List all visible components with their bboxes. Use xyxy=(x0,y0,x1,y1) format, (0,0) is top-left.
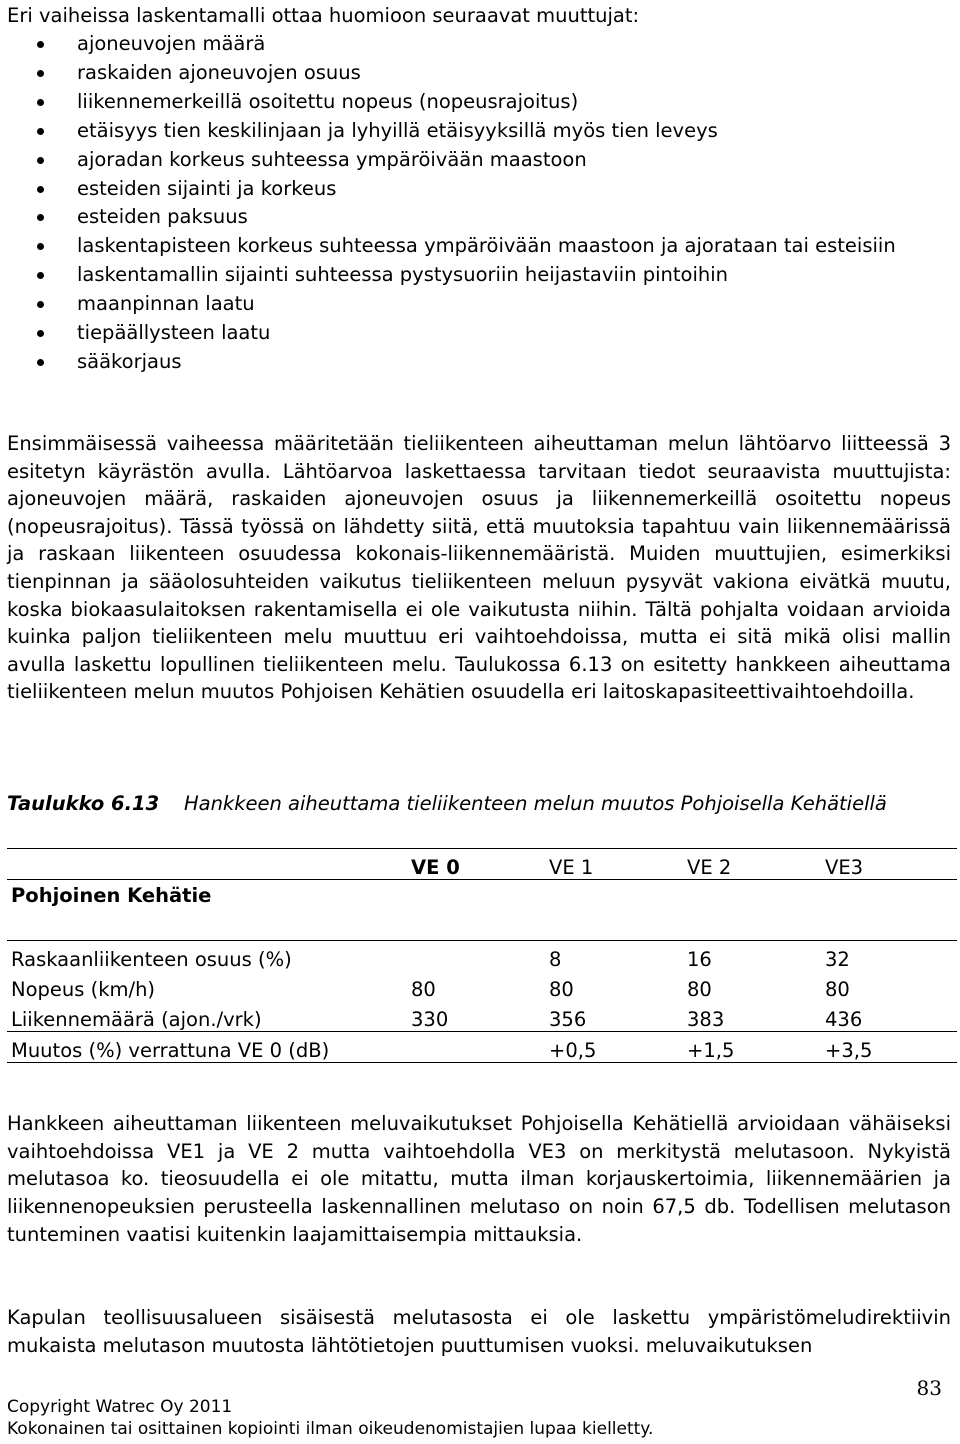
table-cell: 80 xyxy=(549,978,574,1001)
table-header-cell: VE 2 xyxy=(683,849,821,880)
intro-text: Eri vaiheissa laskentamalli ottaa huomioon seuraavat muuttujat: xyxy=(7,4,640,27)
body-paragraph: Kapulan teollisuusalueen sisäisestä melutasosta ei ole laskettu ympäristömeludirektiivin mukaista melutason muutosta lähtötietojen puuttumisen vuoksi. meluvaikutuksen xyxy=(7,1306,951,1357)
footer-copyright: Copyright Watrec Oy 2011 xyxy=(7,1397,233,1417)
table-header-cell: VE 0 xyxy=(407,849,545,880)
list-item: liikennemerkeillä osoitettu nopeus (nopeusrajoitus) xyxy=(7,88,951,117)
table-cell: Muutos (%) verrattuna VE 0 (dB) xyxy=(7,1032,407,1063)
table-header-cell: VE 1 xyxy=(545,849,683,880)
list-item: laskentamallin sijainti suhteessa pystysuoriin heijastaviin pintoihin xyxy=(7,261,951,290)
table-header-cell xyxy=(7,849,407,880)
table-header-row xyxy=(7,849,957,880)
table-caption-label: Taulukko 6.13 xyxy=(7,792,160,815)
table-caption xyxy=(7,790,951,818)
table-summary-row xyxy=(7,1032,957,1063)
table-caption-text: Hankkeen aiheuttama tieliikenteen melun muutos Pohjoisella Kehätiellä xyxy=(183,792,887,815)
table-cell xyxy=(407,1032,545,1063)
table-cell: 436 xyxy=(825,1008,863,1031)
table-cell: 16 xyxy=(683,941,821,972)
table-cell xyxy=(407,941,545,972)
body-paragraph: Ensimmäisessä vaiheessa määritetään tieliikenteen aiheuttaman melun lähtöarvo liitteessä 3 esitetyn käyrästön avulla. Lähtöarvoa laskettaessa tarvitaan tiedot seuraavista muuttujista: ajoneuvojen määrä, raskaiden ajoneuvojen osuus ja liikennemerkeillä osoitettu nopeus (nopeusrajoitus). Tässä työssä on lähdetty siitä, että muutoksia tapahtuu vain liikennemäärissä ja raskaan liikenteen osuudessa kokonais-liikennemääristä. Muiden muuttujien, esimerkiksi tienpinnan ja sääolosuhteiden vaikutus tieliikenteen meluun pysyvät vakiona eivätkä muutu, koska biokaasulaitoksen rakentamisella ei ole vaikutusta niihin. Tältä pohjalta voidaan arvioida kuinka paljon tieliikenteen melu muuttuu eri vaihtoehdoissa, mutta ei sitä mikä olisi mallin avulla laskettu lopullinen tieliikenteen melu. Taulukossa 6.13 on esitetty hankkeen aiheuttama tieliikenteen melun muutos Pohjoisen Kehätien osuudella eri laitoskapasiteettivaihtoehdoilla. xyxy=(7,432,951,704)
table-cell: +1,5 xyxy=(683,1032,821,1063)
list-item: tiepäällysteen laatu xyxy=(7,319,951,348)
table-cell: 330 xyxy=(411,1008,449,1031)
list-item: laskentapisteen korkeus suhteessa ympäröivään maastoon ja ajorataan tai esteisiin xyxy=(7,232,951,261)
table-cell: 383 xyxy=(687,1008,725,1031)
table-row xyxy=(7,1001,957,1032)
page-number: 83 xyxy=(916,1376,942,1400)
table-header-cell: VE3 xyxy=(821,849,957,880)
table-cell: Liikennemäärä (ajon./vrk) xyxy=(11,1008,262,1031)
table-cell: +3,5 xyxy=(821,1032,957,1063)
variable-list xyxy=(7,30,951,377)
list-item: sääkorjaus xyxy=(7,348,951,377)
list-item: raskaiden ajoneuvojen osuus xyxy=(7,59,951,88)
table-cell: +0,5 xyxy=(545,1032,683,1063)
table-cell: Nopeus (km/h) xyxy=(11,978,156,1001)
list-item: maanpinnan laatu xyxy=(7,290,951,319)
table-cell: 80 xyxy=(825,978,850,1001)
list-item: ajoneuvojen määrä xyxy=(7,30,951,59)
table-group-label: Pohjoinen Kehätie xyxy=(7,880,407,941)
list-item: esteiden paksuus xyxy=(7,203,951,232)
list-item: ajoradan korkeus suhteessa ympäröivään maastoon xyxy=(7,146,951,175)
list-item: esteiden sijainti ja korkeus xyxy=(7,175,951,204)
table-cell: 356 xyxy=(549,1008,587,1031)
table-cell: 8 xyxy=(545,941,683,972)
body-paragraph: Hankkeen aiheuttaman liikenteen meluvaikutukset Pohjoisella Kehätiellä arvioidaan vähäiseksi vaihtoehdoissa VE1 ja VE 2 mutta vaihtoehdolla VE3 on merkitystä melutasoon. Nykyistä melutasoa ko. tieosuudella ei ole mitattu, mutta ilman korjauskertoimia, liikennemäärien ja liikennenopeuksien perusteella laskennallinen melutaso on noin 67,5 db. Todellisen melutason tunteminen vaatisi kuitenkin laajamittaisempia mittauksia. xyxy=(7,1112,951,1246)
table-cell: 80 xyxy=(687,978,712,1001)
list-item: etäisyys tien keskilinjaan ja lyhyillä etäisyyksillä myös tien leveys xyxy=(7,117,951,146)
table-cell: Raskaanliikenteen osuus (%) xyxy=(7,941,407,972)
table-row xyxy=(7,971,957,1001)
table-cell: 32 xyxy=(821,941,957,972)
table-row xyxy=(7,941,957,972)
noise-change-table xyxy=(7,848,957,1063)
footer-notice: Kokonainen tai osittainen kopiointi ilman oikeudenomistajien lupaa kielletty. xyxy=(7,1419,654,1439)
table-cell: 80 xyxy=(411,978,436,1001)
table-group-row xyxy=(7,880,957,941)
